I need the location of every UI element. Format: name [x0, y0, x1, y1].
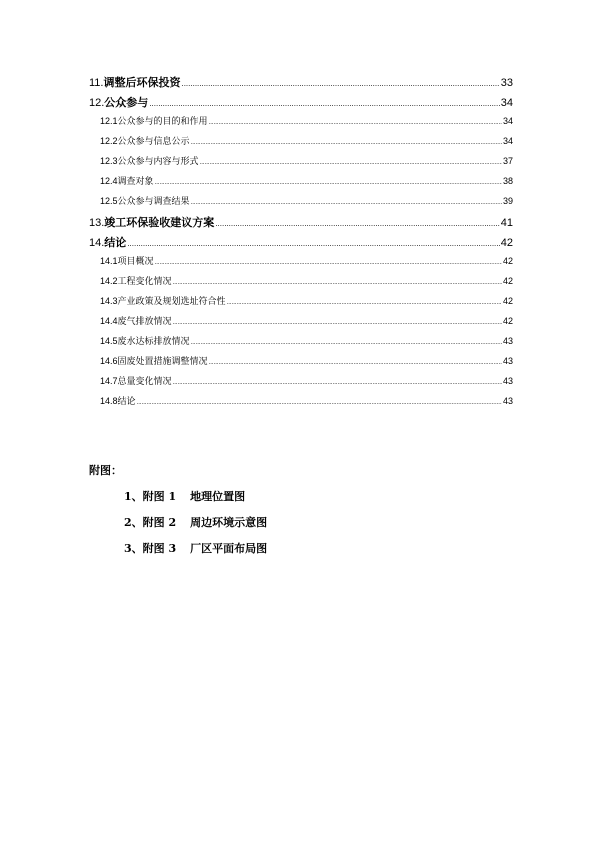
toc-entry-14-7[interactable]: [89, 374, 513, 394]
toc-entry-12[interactable]: [89, 94, 513, 114]
toc-entry-title: 总量变化情况: [117, 377, 172, 387]
table-of-contents: [89, 74, 513, 414]
toc-entry-page: 43: [502, 376, 513, 386]
toc-entry-11[interactable]: [89, 74, 513, 94]
toc-entry-page: 39: [502, 196, 513, 206]
appendix-item-name: 周边环境示意图: [190, 516, 268, 529]
toc-leader-dots: [173, 377, 502, 387]
toc-entry-number: 12.3: [100, 156, 118, 166]
toc-entry-title: 公众参与的目的和作用: [117, 117, 208, 127]
toc-entry-title: 竣工环保验收建议方案: [104, 216, 215, 229]
appendix-item-label: 3、附图 3: [124, 542, 177, 555]
appendix-item-label: 2、附图 2: [124, 516, 177, 529]
toc-leader-dots: [191, 337, 502, 347]
appendix-item: [89, 540, 267, 566]
toc-entry-12-3[interactable]: [89, 154, 513, 174]
toc-entry-number: 14.5: [100, 336, 118, 346]
toc-entry-page: 42: [500, 237, 513, 249]
toc-entry-title: 公众参与调查结果: [117, 197, 190, 207]
toc-leader-dots: [215, 216, 499, 229]
toc-entry-number: 12.: [89, 97, 105, 109]
appendix-item: [89, 514, 267, 540]
toc-entry-page: 34: [500, 97, 513, 109]
toc-entry-page: 42: [502, 256, 513, 266]
toc-entry-14-1[interactable]: [89, 254, 513, 274]
toc-entry-page: 41: [500, 217, 513, 229]
toc-entry-title: 调查对象: [117, 177, 154, 187]
toc-entry-page: 38: [502, 176, 513, 186]
toc-entry-title: 工程变化情况: [117, 277, 172, 287]
appendix-heading: 附图：: [89, 464, 122, 477]
toc-entry-number: 13.: [89, 217, 105, 229]
appendix-item-name: 厂区平面布局图: [190, 542, 268, 555]
toc-leader-dots: [127, 236, 499, 249]
toc-entry-title: 结论: [104, 236, 127, 249]
toc-entry-title: 产业政策及规划选址符合性: [117, 297, 226, 307]
toc-entry-14-5[interactable]: [89, 334, 513, 354]
toc-entry-14-2[interactable]: [89, 274, 513, 294]
toc-entry-number: 12.2: [100, 136, 118, 146]
toc-entry-12-4[interactable]: [89, 174, 513, 194]
toc-entry-page: 43: [502, 356, 513, 366]
toc-entry-page: 43: [502, 336, 513, 346]
toc-entry-12-2[interactable]: [89, 134, 513, 154]
toc-entry-number: 12.5: [100, 196, 118, 206]
appendix-section: [89, 462, 267, 566]
toc-entry-title: 项目概况: [117, 257, 154, 267]
toc-entry-number: 14.2: [100, 276, 118, 286]
toc-leader-dots: [200, 157, 502, 167]
toc-entry-number: 14.7: [100, 376, 118, 386]
appendix-item-label: 1、附图 1: [124, 490, 177, 503]
toc-entry-page: 42: [502, 276, 513, 286]
toc-entry-number: 14.4: [100, 316, 118, 326]
toc-entry-13[interactable]: [89, 214, 513, 234]
toc-entry-number: 14.8: [100, 396, 118, 406]
toc-leader-dots: [173, 277, 502, 287]
toc-leader-dots: [191, 137, 502, 147]
toc-entry-title: 废水达标排放情况: [117, 337, 190, 347]
toc-entry-14[interactable]: [89, 234, 513, 254]
toc-leader-dots: [149, 96, 499, 109]
toc-entry-14-4[interactable]: [89, 314, 513, 334]
toc-leader-dots: [155, 257, 502, 267]
toc-leader-dots: [209, 117, 502, 127]
toc-entry-number: 12.4: [100, 176, 118, 186]
toc-entry-number: 14.: [89, 237, 105, 249]
toc-entry-number: 12.1: [100, 116, 118, 126]
toc-entry-page: 37: [502, 156, 513, 166]
appendix-item-name: 地理位置图: [190, 490, 246, 503]
toc-leader-dots: [227, 297, 502, 307]
toc-leader-dots: [191, 197, 502, 207]
toc-entry-title: 调整后环保投资: [103, 76, 181, 89]
toc-entry-14-6[interactable]: [89, 354, 513, 374]
toc-entry-number: 14.3: [100, 296, 118, 306]
toc-entry-number: 11.: [89, 77, 104, 89]
toc-entry-title: 公众参与信息公示: [117, 137, 190, 147]
toc-entry-title: 结论: [117, 397, 136, 407]
toc-entry-page: 42: [502, 316, 513, 326]
toc-entry-page: 43: [502, 396, 513, 406]
toc-entry-number: 14.1: [100, 256, 118, 266]
toc-leader-dots: [137, 397, 502, 407]
toc-entry-page: 42: [502, 296, 513, 306]
toc-entry-title: 公众参与: [104, 96, 149, 109]
toc-entry-title: 固废处置措施调整情况: [117, 357, 208, 367]
toc-leader-dots: [155, 177, 502, 187]
toc-entry-14-8[interactable]: [89, 394, 513, 414]
toc-entry-number: 14.6: [100, 356, 118, 366]
toc-entry-page: 34: [502, 116, 513, 126]
toc-entry-title: 废气排放情况: [117, 317, 172, 327]
toc-leader-dots: [181, 76, 499, 89]
appendix-item: [89, 488, 267, 514]
toc-entry-page: 34: [502, 136, 513, 146]
toc-entry-12-1[interactable]: [89, 114, 513, 134]
toc-entry-title: 公众参与内容与形式: [117, 157, 199, 167]
toc-entry-14-3[interactable]: [89, 294, 513, 314]
toc-leader-dots: [209, 357, 502, 367]
toc-leader-dots: [173, 317, 502, 327]
toc-entry-page: 33: [500, 77, 513, 89]
toc-entry-12-5[interactable]: [89, 194, 513, 214]
